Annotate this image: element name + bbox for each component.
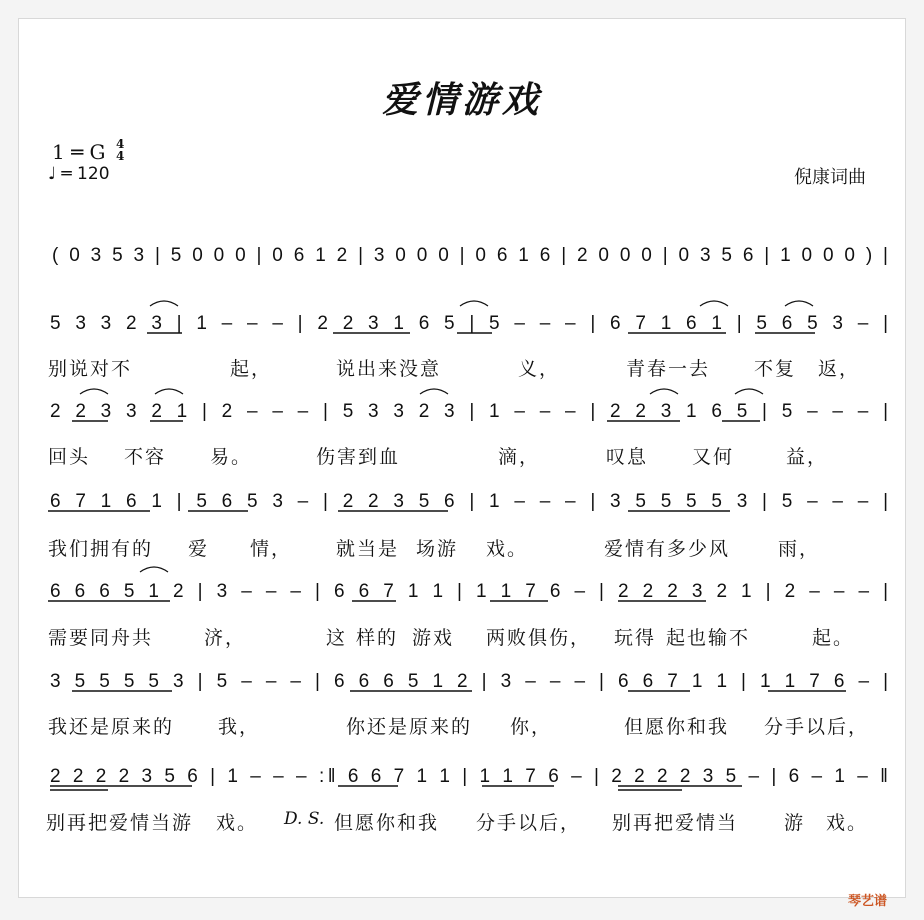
lyric: 伤害到血 bbox=[316, 446, 401, 468]
lyric: 返， bbox=[818, 358, 861, 380]
notation-line-3: 2 2 3 3 2 1 | 2 – – – | 5 3 3 2 3 | 1 – – – | 2 2 3 1 6 5 | 5 – – – | bbox=[50, 401, 888, 422]
tempo-marking: ♩ ═ 120 bbox=[48, 164, 110, 184]
lyric: 又何 bbox=[692, 446, 735, 468]
lyric: 不容 bbox=[124, 446, 167, 468]
notation-line-4: 6 7 1 6 1 | 5 6 5 3 – | 2 2 3 5 6 | 1 – – – | 3 5 5 5 5 3 | 5 – – – | bbox=[50, 491, 888, 512]
lyric: 戏。 bbox=[486, 538, 529, 560]
lyric: 游 bbox=[784, 812, 806, 834]
lyric: 不复 bbox=[754, 358, 797, 380]
lyric: 义， bbox=[518, 358, 561, 380]
da-segno-mark: D. S. bbox=[284, 809, 325, 829]
lyric: 济， bbox=[204, 627, 247, 649]
lyric: 这 bbox=[326, 627, 348, 649]
lyric: 分手以后， bbox=[476, 812, 582, 834]
lyric: 叹息 bbox=[606, 446, 649, 468]
lyric: 玩得 bbox=[614, 627, 657, 649]
lyric: 戏。 bbox=[826, 812, 869, 834]
composer-credit: 倪康词曲 bbox=[794, 167, 866, 188]
lyric: 起。 bbox=[812, 627, 855, 649]
lyric: 滴， bbox=[498, 446, 541, 468]
notation-line-2: 5 3 3 2 3 | 1 – – – | 2 2 3 1 6 5 | 5 – – – | 6 7 1 6 1 | 5 6 5 3 – | bbox=[50, 313, 888, 334]
watermark-logo: 琴艺谱 bbox=[848, 894, 888, 909]
lyric: 但愿你和我 bbox=[334, 812, 440, 834]
lyric: 爱 bbox=[188, 538, 210, 560]
lyric: 游戏 bbox=[412, 627, 455, 649]
lyric: 场游 bbox=[416, 538, 459, 560]
lyric: 雨， bbox=[778, 538, 821, 560]
lyric: 两败俱伤， bbox=[486, 627, 592, 649]
lyric: 别再把爱情当 bbox=[612, 812, 739, 834]
lyric: 我， bbox=[218, 716, 261, 738]
lyric: 说出来没意 bbox=[336, 358, 442, 380]
song-title: 爱情游戏 bbox=[381, 79, 542, 121]
lyric: 但愿你和我 bbox=[624, 716, 730, 738]
lyric: 别再把爱情当游 bbox=[46, 812, 194, 834]
lyric: 分手以后， bbox=[764, 716, 870, 738]
lyric: 爱情有多少风 bbox=[604, 538, 731, 560]
lyric: 起也输不 bbox=[666, 627, 751, 649]
lyric: 你， bbox=[510, 716, 553, 738]
lyric: 我们拥有的 bbox=[48, 538, 154, 560]
notation-line-6: 3 5 5 5 5 3 | 5 – – – | 6 6 6 5 1 2 | 3 – – – | 6 6 7 1 1 | 1 1 7 6 – | bbox=[50, 671, 889, 692]
lyric: 就当是 bbox=[336, 538, 400, 560]
lyric: 你还是原来的 bbox=[346, 716, 473, 738]
lyric: 易。 bbox=[210, 446, 253, 468]
time-sig-top: 4 bbox=[116, 137, 125, 151]
lyric: 起， bbox=[230, 358, 273, 380]
notation-line-1: ( 0 3 5 3 | 5 0 0 0 | 0 6 1 2 | 3 0 0 0 | 0 6 1 6 | 2 0 0 0 | 0 3 5 6 | 1 0 0 0 ) | bbox=[52, 245, 888, 266]
key-signature: 1 ═ G bbox=[52, 140, 106, 164]
lyric: 需要同舟共 bbox=[48, 627, 154, 649]
lyric: 别说对不 bbox=[48, 358, 133, 380]
lyric: 样的 bbox=[356, 627, 399, 649]
notation-line-5: 6 6 6 5 1 2 | 3 – – – | 6 6 7 1 1 | 1 1 7 6 – | 2 2 2 3 2 1 | 2 – – – | bbox=[50, 581, 889, 602]
lyric: 戏。 bbox=[216, 812, 259, 834]
lyric: 情， bbox=[250, 538, 293, 560]
time-sig-bottom: 4 bbox=[116, 149, 125, 163]
lyric: 我还是原来的 bbox=[48, 716, 175, 738]
lyric: 青春一去 bbox=[626, 358, 711, 380]
lyric: 回头 bbox=[48, 446, 91, 468]
lyric: 益， bbox=[786, 446, 829, 468]
time-signature bbox=[116, 138, 124, 162]
notation-line-7: 2 2 2 2 3 5 6 | 1 – – – :‖ 6 6 7 1 1 | 1 1 7 6 – | 2 2 2 2 3 5 – | 6 – 1 – ‖ bbox=[50, 766, 888, 787]
